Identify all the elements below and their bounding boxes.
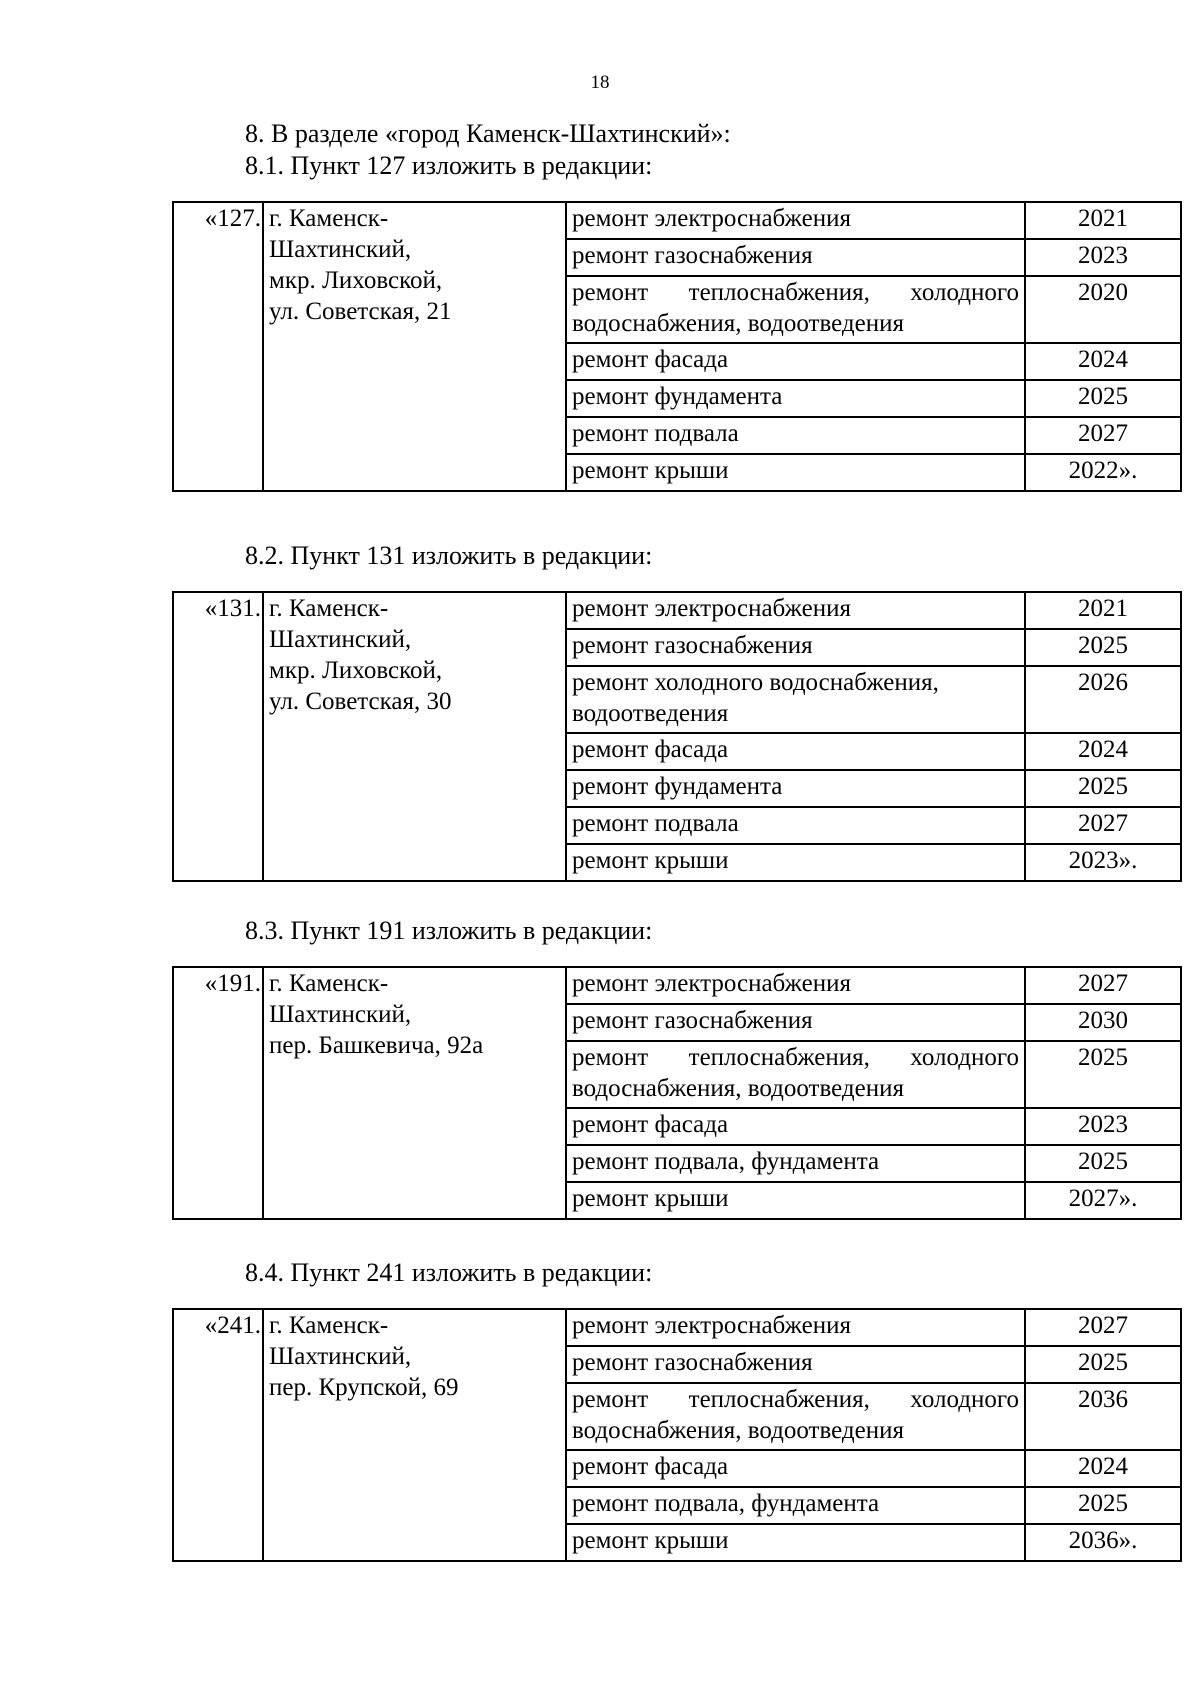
work-cell: ремонт фасада xyxy=(566,343,1025,380)
section-heading: 8. В разделе «город Каменск-Шахтинский»: xyxy=(245,119,731,148)
table-row xyxy=(173,202,1181,239)
repair-table xyxy=(172,1308,1182,1562)
repair-table xyxy=(172,591,1182,882)
year-cell: 2025 xyxy=(1025,1487,1181,1524)
work-cell: ремонт газоснабжения xyxy=(566,239,1025,276)
work-cell: ремонт подвала xyxy=(566,807,1025,844)
work-cell: ремонт фасада xyxy=(566,733,1025,770)
address-cell: г. Каменск- Шахтинский, мкр. Лиховской, ул. Советская, 30 xyxy=(263,592,566,881)
page-number: 18 xyxy=(590,72,610,93)
year-cell: 2023». xyxy=(1025,844,1181,881)
year-cell: 2036». xyxy=(1025,1524,1181,1561)
work-cell: ремонт теплоснабжения, холодного водоснабжения, водоотведения xyxy=(566,276,1025,343)
item-number: «191. xyxy=(173,967,263,1219)
address-cell: г. Каменск- Шахтинский, пер. Башкевича, 92а xyxy=(263,967,566,1219)
year-cell: 2027 xyxy=(1025,967,1181,1004)
work-cell: ремонт электроснабжения xyxy=(566,592,1025,629)
year-cell: 2030 xyxy=(1025,1004,1181,1041)
year-cell: 2025 xyxy=(1025,1041,1181,1108)
work-cell: ремонт газоснабжения xyxy=(566,1004,1025,1041)
work-cell: ремонт крыши xyxy=(566,844,1025,881)
year-cell: 2027 xyxy=(1025,1309,1181,1346)
section-caption: 8.2. Пункт 131 изложить в редакции: xyxy=(245,541,653,570)
address-cell: г. Каменск- Шахтинский, мкр. Лиховской, ул. Советская, 21 xyxy=(263,202,566,491)
work-cell: ремонт крыши xyxy=(566,1524,1025,1561)
year-cell: 2025 xyxy=(1025,380,1181,417)
year-cell: 2024 xyxy=(1025,1450,1181,1487)
table-row xyxy=(173,1309,1181,1346)
section-caption: 8.4. Пункт 241 изложить в редакции: xyxy=(245,1258,653,1287)
year-cell: 2020 xyxy=(1025,276,1181,343)
work-cell: ремонт газоснабжения xyxy=(566,629,1025,666)
work-cell: ремонт газоснабжения xyxy=(566,1346,1025,1383)
year-cell: 2036 xyxy=(1025,1383,1181,1450)
year-cell: 2027 xyxy=(1025,807,1181,844)
work-cell: ремонт фасада xyxy=(566,1108,1025,1145)
work-cell: ремонт электроснабжения xyxy=(566,967,1025,1004)
year-cell: 2027». xyxy=(1025,1182,1181,1219)
item-number: «131. xyxy=(173,592,263,881)
year-cell: 2027 xyxy=(1025,417,1181,454)
year-cell: 2025 xyxy=(1025,1346,1181,1383)
work-cell: ремонт подвала xyxy=(566,417,1025,454)
year-cell: 2025 xyxy=(1025,770,1181,807)
work-cell: ремонт фундамента xyxy=(566,380,1025,417)
section-caption: 8.3. Пункт 191 изложить в редакции: xyxy=(245,916,653,945)
work-cell: ремонт теплоснабжения, холодного водоснабжения, водоотведения xyxy=(566,1383,1025,1450)
table-row xyxy=(173,592,1181,629)
year-cell: 2021 xyxy=(1025,202,1181,239)
work-cell: ремонт крыши xyxy=(566,454,1025,491)
year-cell: 2026 xyxy=(1025,666,1181,733)
year-cell: 2024 xyxy=(1025,733,1181,770)
year-cell: 2021 xyxy=(1025,592,1181,629)
year-cell: 2023 xyxy=(1025,239,1181,276)
item-number: «127. xyxy=(173,202,263,491)
year-cell: 2024 xyxy=(1025,343,1181,380)
work-cell: ремонт электроснабжения xyxy=(566,1309,1025,1346)
work-cell: ремонт теплоснабжения, холодного водоснабжения, водоотведения xyxy=(566,1041,1025,1108)
work-cell: ремонт крыши xyxy=(566,1182,1025,1219)
address-cell: г. Каменск- Шахтинский, пер. Крупской, 69 xyxy=(263,1309,566,1561)
repair-table xyxy=(172,966,1182,1220)
work-cell: ремонт фасада xyxy=(566,1450,1025,1487)
work-cell: ремонт подвала, фундамента xyxy=(566,1487,1025,1524)
year-cell: 2022». xyxy=(1025,454,1181,491)
repair-table xyxy=(172,201,1182,492)
section-caption: 8.1. Пункт 127 изложить в редакции: xyxy=(245,151,653,180)
work-cell: ремонт фундамента xyxy=(566,770,1025,807)
year-cell: 2023 xyxy=(1025,1108,1181,1145)
year-cell: 2025 xyxy=(1025,629,1181,666)
work-cell: ремонт подвала, фундамента xyxy=(566,1145,1025,1182)
year-cell: 2025 xyxy=(1025,1145,1181,1182)
work-cell: ремонт холодного водоснабжения, водоотведения xyxy=(566,666,1025,733)
item-number: «241. xyxy=(173,1309,263,1561)
work-cell: ремонт электроснабжения xyxy=(566,202,1025,239)
table-row xyxy=(173,967,1181,1004)
